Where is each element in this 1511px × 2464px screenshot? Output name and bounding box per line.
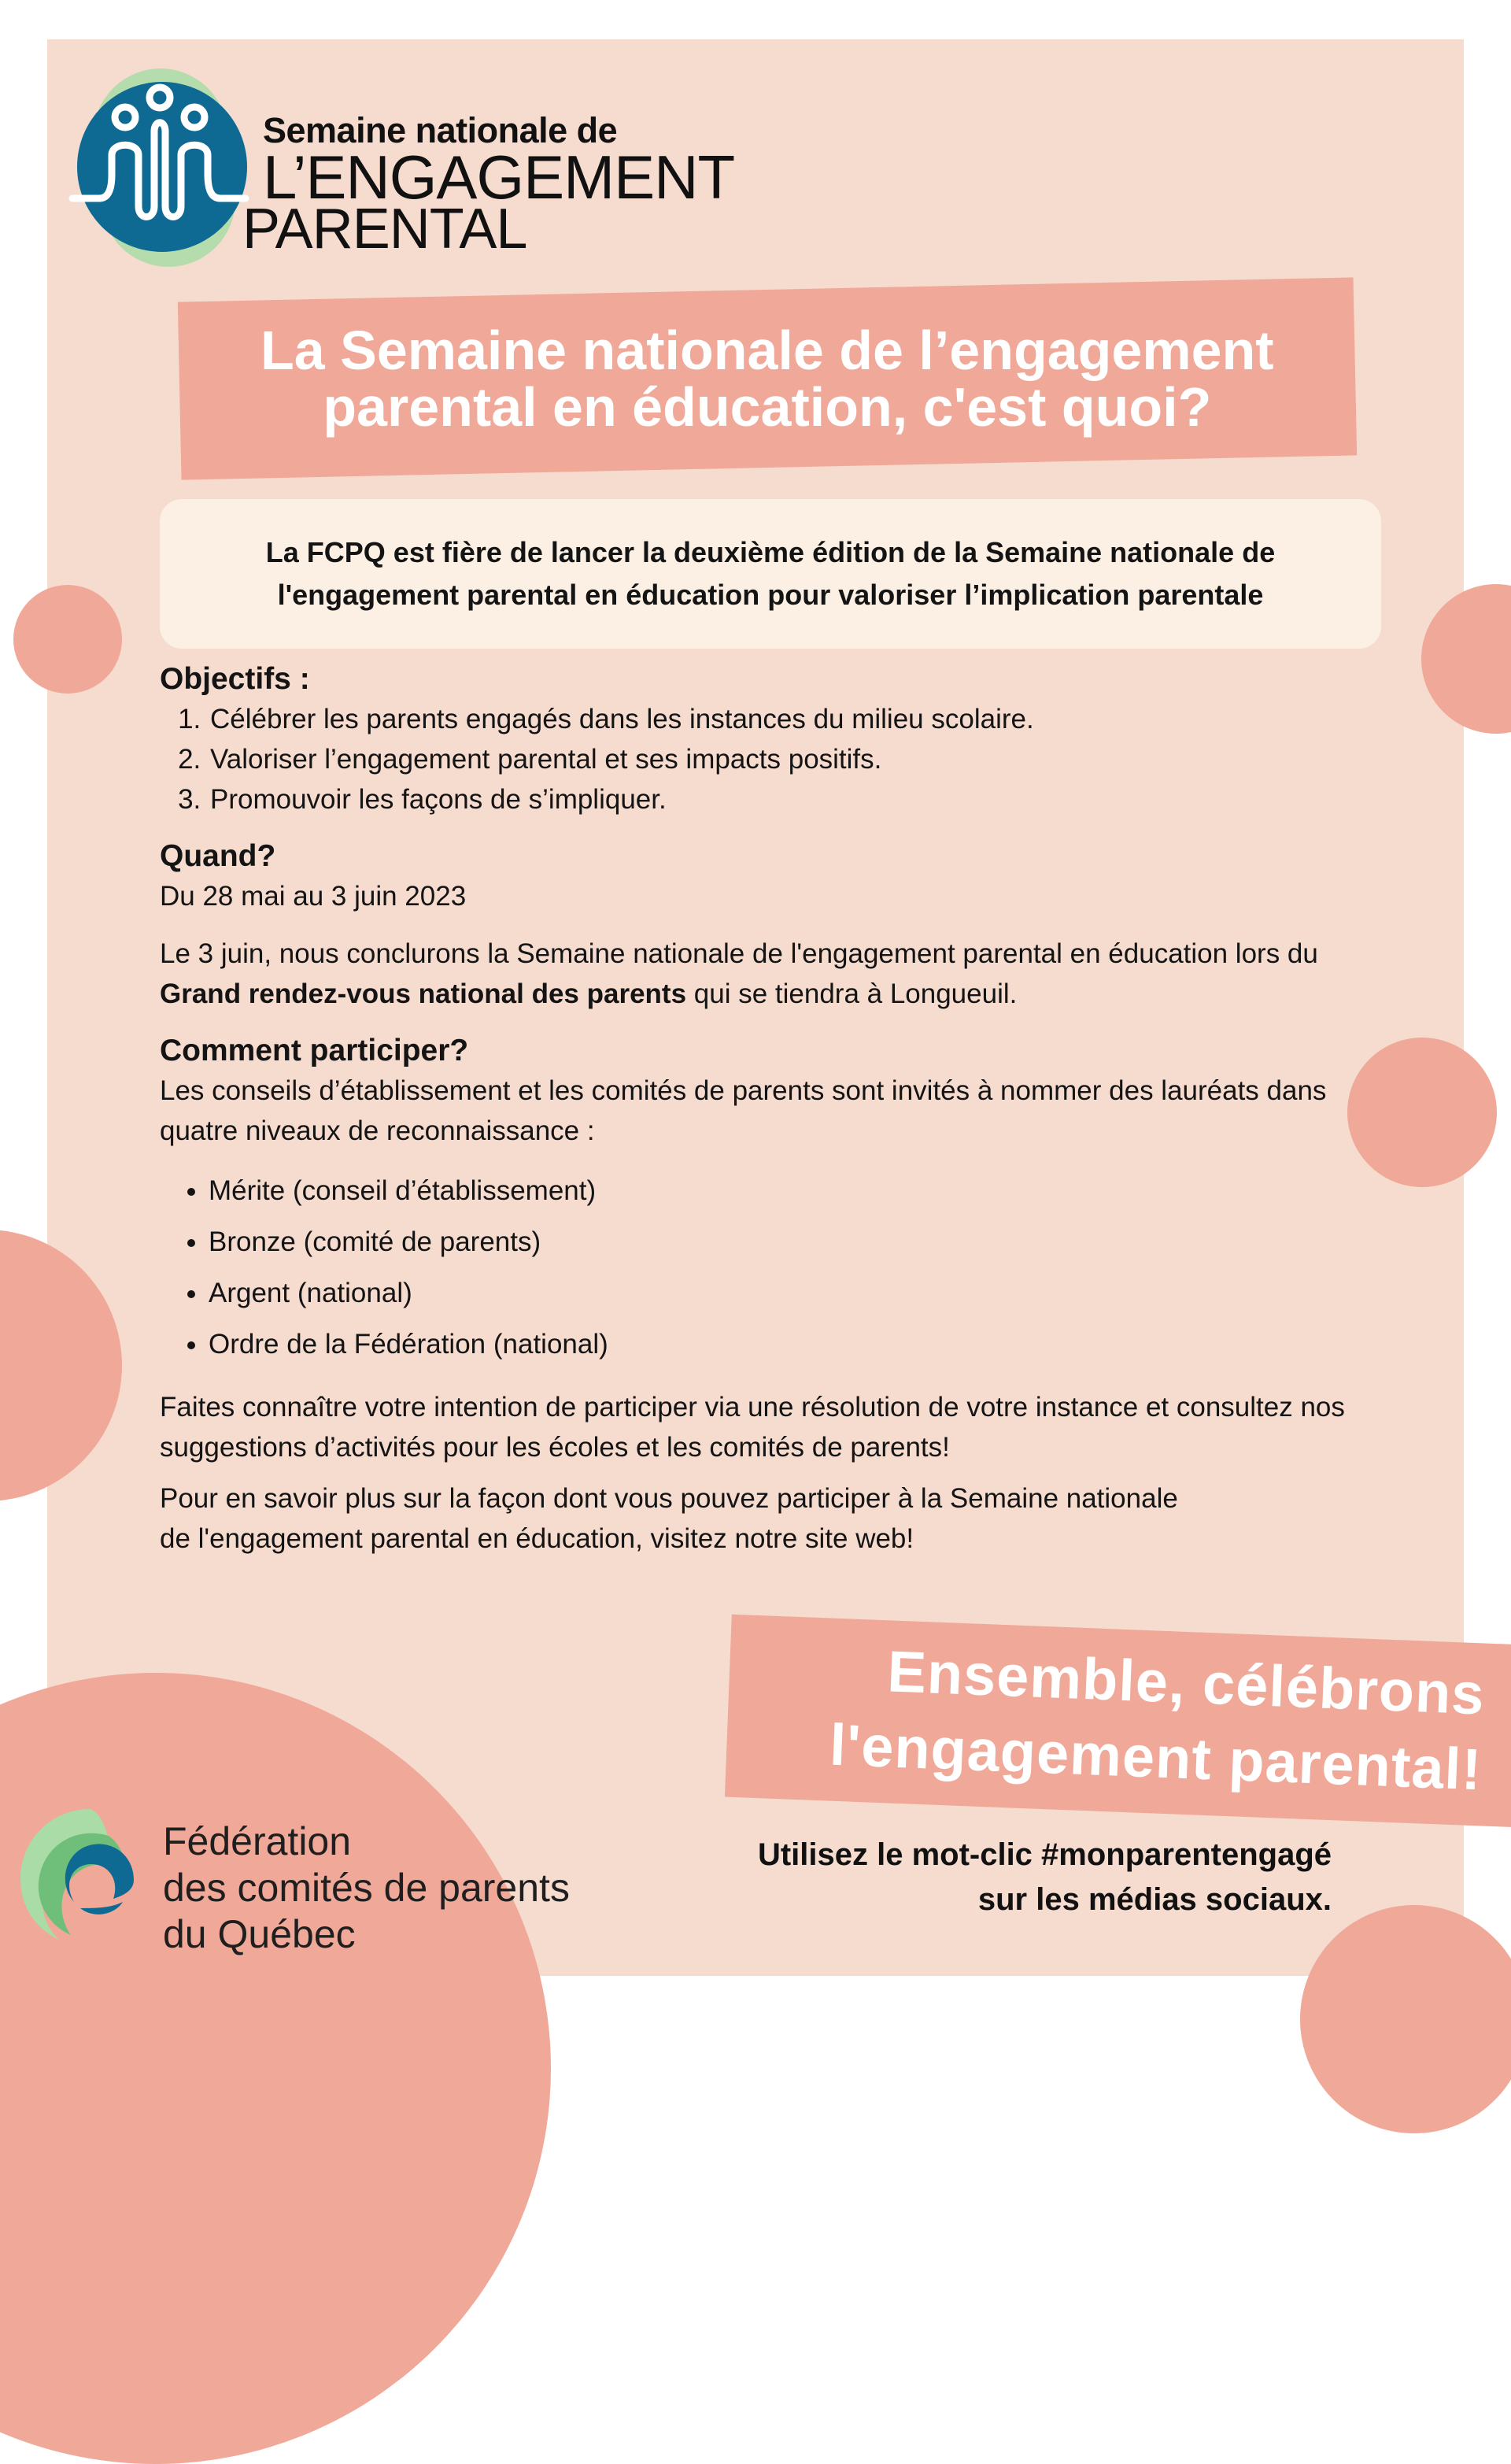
participation-paragraph: Faites connaître votre intention de participer via une résolution de votre instance et consultez nos suggestions d’activités pour les écoles et les comités de parents!: [160, 1392, 1345, 1463]
list-item: • Ordre de la Fédération (national): [209, 1319, 1387, 1370]
quand-paragraph: [160, 934, 1387, 1014]
objectifs-list: [160, 699, 1387, 819]
page-title: [260, 320, 1274, 438]
slogan-line1: Ensemble, célébrons: [886, 1638, 1487, 1727]
objectifs-heading: Objectifs :: [160, 662, 310, 696]
federation-name: [163, 1818, 570, 1958]
website-line2: de l'engagement parental en éducation, visitez notre site web!: [160, 1523, 914, 1554]
logo-text-line3: PARENTAL: [242, 198, 527, 261]
comment-intro: Les conseils d’établissement et les comités de parents sont invités à nommer des lauréats dans quatre niveaux de reconnaissance :: [160, 1075, 1327, 1146]
intro-box: [160, 499, 1381, 649]
list-item: 2. Valoriser l’engagement parental et ses impacts positifs.: [209, 739, 1387, 779]
slogan-line2: l'engagement parental!: [828, 1711, 1483, 1803]
quand-text-before: Le 3 juin, nous conclurons la Semaine nationale de l'engagement parental en éducation lors du: [160, 938, 1318, 969]
list-item: • Mérite (conseil d’établissement): [209, 1165, 1387, 1216]
levels-list: [160, 1165, 1387, 1370]
list-item: • Argent (national): [209, 1267, 1387, 1319]
decorative-circle: [13, 585, 122, 694]
federation-line2: des comités de parents: [163, 1866, 570, 1910]
logo-text-line2: L’ENGAGEMENT: [263, 142, 735, 212]
main-content: [160, 660, 1387, 1559]
hashtag-line1: Utilisez le mot-clic #monparentengagé: [757, 1837, 1332, 1872]
quand-text-after: qui se tiendra à Longueuil.: [686, 979, 1018, 1009]
comment-heading: Comment participer?: [160, 1034, 469, 1067]
title-line1: La Semaine nationale de l’engagement: [260, 320, 1274, 381]
title-line2: parental en éducation, c'est quoi?: [323, 376, 1212, 438]
list-item: • Bronze (comité de parents): [209, 1216, 1387, 1267]
grand-rendez-vous-text: Grand rendez-vous national des parents: [160, 979, 687, 1009]
title-banner: [178, 277, 1357, 479]
federation-line1: Fédération: [163, 1819, 352, 1863]
federation-line3: du Québec: [163, 1912, 356, 1956]
decorative-circle: [1300, 1905, 1511, 2133]
website-line1: Pour en savoir plus sur la façon dont vous pouvez participer à la Semaine nationale: [160, 1483, 1178, 1514]
hashtag-text: [758, 1833, 1332, 1922]
event-dates: Du 28 mai au 3 juin 2023: [160, 881, 467, 912]
website-paragraph: [160, 1478, 1387, 1559]
list-item: 3. Promouvoir les façons de s’impliquer.: [209, 779, 1387, 819]
list-item: 1. Célébrer les parents engagés dans les instances du milieu scolaire.: [209, 699, 1387, 739]
logo-text-line1: Semaine nationale de: [263, 110, 618, 150]
federation-logo-icon: [16, 1804, 142, 1946]
quand-heading: Quand?: [160, 839, 276, 873]
slogan-text: [726, 1628, 1487, 1808]
hashtag-line2: sur les médias sociaux.: [977, 1882, 1332, 1917]
intro-text: La FCPQ est fière de lancer la deuxième édition de la Semaine nationale de l'engagement parental en éducation pour valoriser l’implication parentale: [265, 536, 1276, 611]
event-logo-icon: [68, 57, 264, 269]
